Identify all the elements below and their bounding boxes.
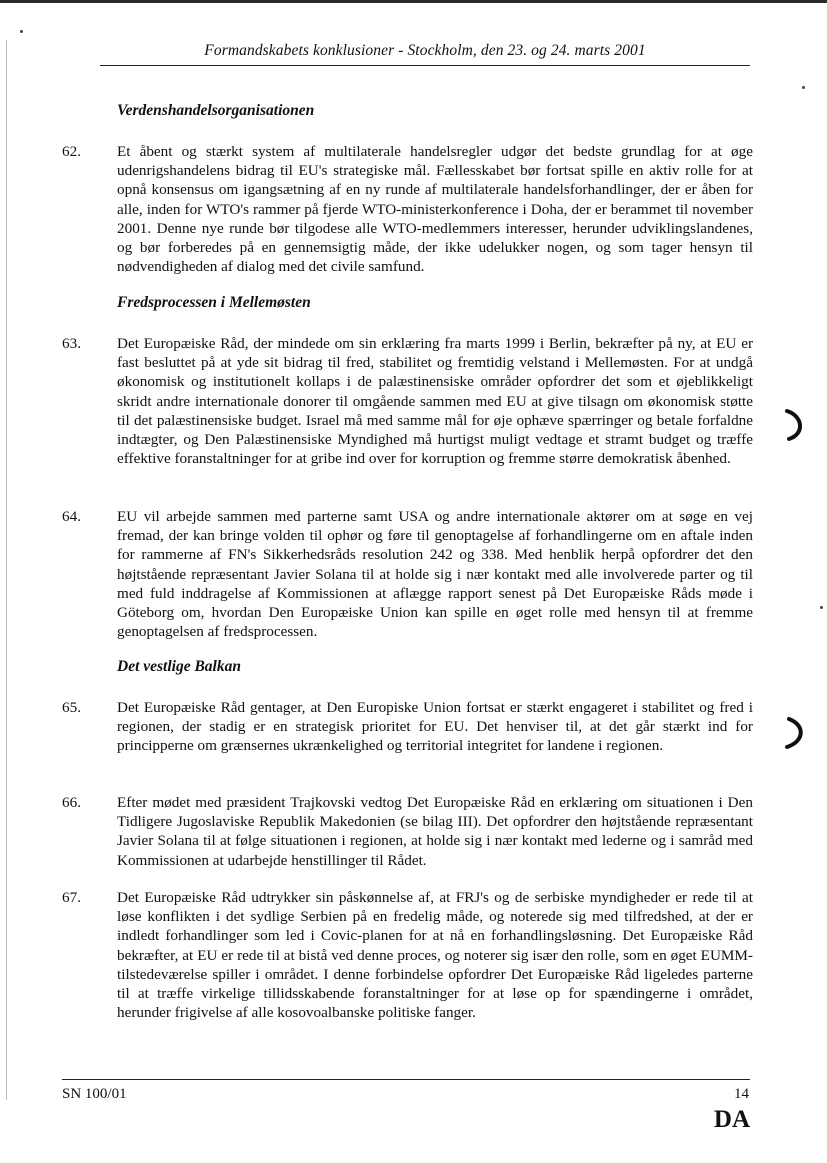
paragraph-number: 65. [62,699,81,716]
paragraph-number: 64. [62,508,81,525]
paragraph-number: 63. [62,335,81,352]
section-heading-middle-east: Fredsprocessen i Mellemøsten [117,294,311,311]
binder-hole-mark-icon [783,716,807,750]
paragraph-65 [62,698,762,756]
footer-rule [62,1079,750,1080]
paragraph-text: Efter mødet med præsident Trajkovski vedtog Det Europæiske Råd en erklæring om situationen i Den Tidligere Jugoslaviske Republik Makedonien (se bilag III). Det opfordrer den højtstående repræsentant Javier Solana til at følge situationen i regionen, at holde sig i nær kontakt med lederne og i samråd med Kommissionen at udarbejde henstillinger til Rådet. [117,794,753,869]
paragraph-text: Det Europæiske Råd gentager, at Den Europiske Union fortsat er stærkt engageret i stabilitet og fred i regionen, der stadig er en strategisk prioritet for EU. Det henviser til, at det går stærkt ind for principperne om grænsernes ukrænkelighed og territorial integritet for landene i regionen. [117,699,753,755]
paragraph-text: Det Europæiske Råd, der mindede om sin erklæring fra marts 1999 i Berlin, bekræfter på ny, at EU er fast besluttet på at yde sit bidrag til fred, stabilitet og fremtidig velstand i Mellemøsten. For at undgå økonomisk og institutionelt kollaps i de palæstinensiske områder opfordrer det som et øjeblikkeligt skridt andre internationale donorer til omgående sammen med EU at give tilsagn om økonomisk støtte til det palæstinensiske budget. Israel må med samme mål for øje ophæve spærringer og betale forfaldne indtægter, og Den Palæstinensiske Myndighed må hurtigst muligt vedtage et stramt budget og træffe effektive foranstaltninger for at gribe ind over for korruption og fremme større demokratisk åbenhed. [117,335,753,468]
header-rule [100,65,750,66]
paragraph-67 [62,888,762,1022]
running-header: Formandskabets konklusioner - Stockholm, den 23. og 24. marts 2001 [204,42,646,59]
paragraph-62 [62,142,762,276]
scan-speck [20,30,23,33]
top-edge-rule [0,0,827,3]
document-reference: SN 100/01 [62,1086,127,1102]
paragraph-text: Et åbent og stærkt system af multilaterale handelsregler udgør det bedste grundlag for at øge udenrigshandelens bidrag til EU's strategiske mål. Fællesskabet bør fortsat spille en aktiv rolle for at opnå konsensus om igangsætning af en ny runde af multilaterale handelsforhandlinger, der er åben for alle, inden for WTO's rammer på fjerde WTO-ministerkonference i Doha, der er berammet til november 2001. Denne nye runde bør tilgodese alle WTO-medlemmers interesser, herunder udviklingslandenes, og bør forberedes på en gennemsigtig måde, der ikke udelukker nogen, og som tager hensyn til nødvendigheden af dialog med det civile samfund. [117,143,753,276]
page-number: 14 [734,1086,749,1102]
scan-speck [802,86,805,89]
paragraph-number: 67. [62,889,81,906]
language-code: DA [713,1106,750,1133]
section-heading-wto: Verdenshandelsorganisationen [117,102,315,119]
paragraph-number: 62. [62,143,81,160]
paragraph-66 [62,793,762,870]
paragraph-63 [62,334,762,468]
binder-hole-mark-icon [783,408,807,442]
section-heading-western-balkans: Det vestlige Balkan [117,658,241,675]
paragraph-text: Det Europæiske Råd udtrykker sin påskønnelse af, at FRJ's og de serbiske myndigheder er rede til at løse konflikten i det sydlige Serbien på en fredelig måde, og noterede sig med tilfredshed, at der er indledt forhandlinger som led i Covic-planen for at nå en forhandlingsløsning. Det Europæiske Råd bekræfter, at EU er rede til at bistå ved denne proces, og noterer sig især den rolle, som en øget EUMM-tilstedeværelse spiller i området. I denne forbindelse opfordrer Det Europæiske Råd ligeledes parterne til at træffe virkelige tillidsskabende foranstaltninger for at løse op for spændingerne i området, herunder frigivelse af alle kosovoalbanske politiske fanger. [117,889,753,1022]
paragraph-number: 66. [62,794,81,811]
paragraph-text: EU vil arbejde sammen med parterne samt USA og andre internationale aktører om at søge en vej fremad, der kan bringe volden til ophør og føre til genoptagelse af forhandlingerne om en aftale inden for rammerne af FN's Sikkerhedsråds resolution 242 og 338. Med henblik herpå opfordrer det den højtstående repræsentant Javier Solana til at holde sig i nær kontakt med alle involverede parter og til med fuld inddragelse af Kommissionen at aflægge rapport senest på Det Europæiske Råds møde i Göteborg om, hvordan Den Europæiske Union kan spille en øget rolle med hensyn til at fremme genoptagelsen af fredsprocessen. [117,508,753,641]
scan-speck [820,606,823,609]
left-scan-edge [6,40,7,1100]
paragraph-64 [62,507,762,641]
